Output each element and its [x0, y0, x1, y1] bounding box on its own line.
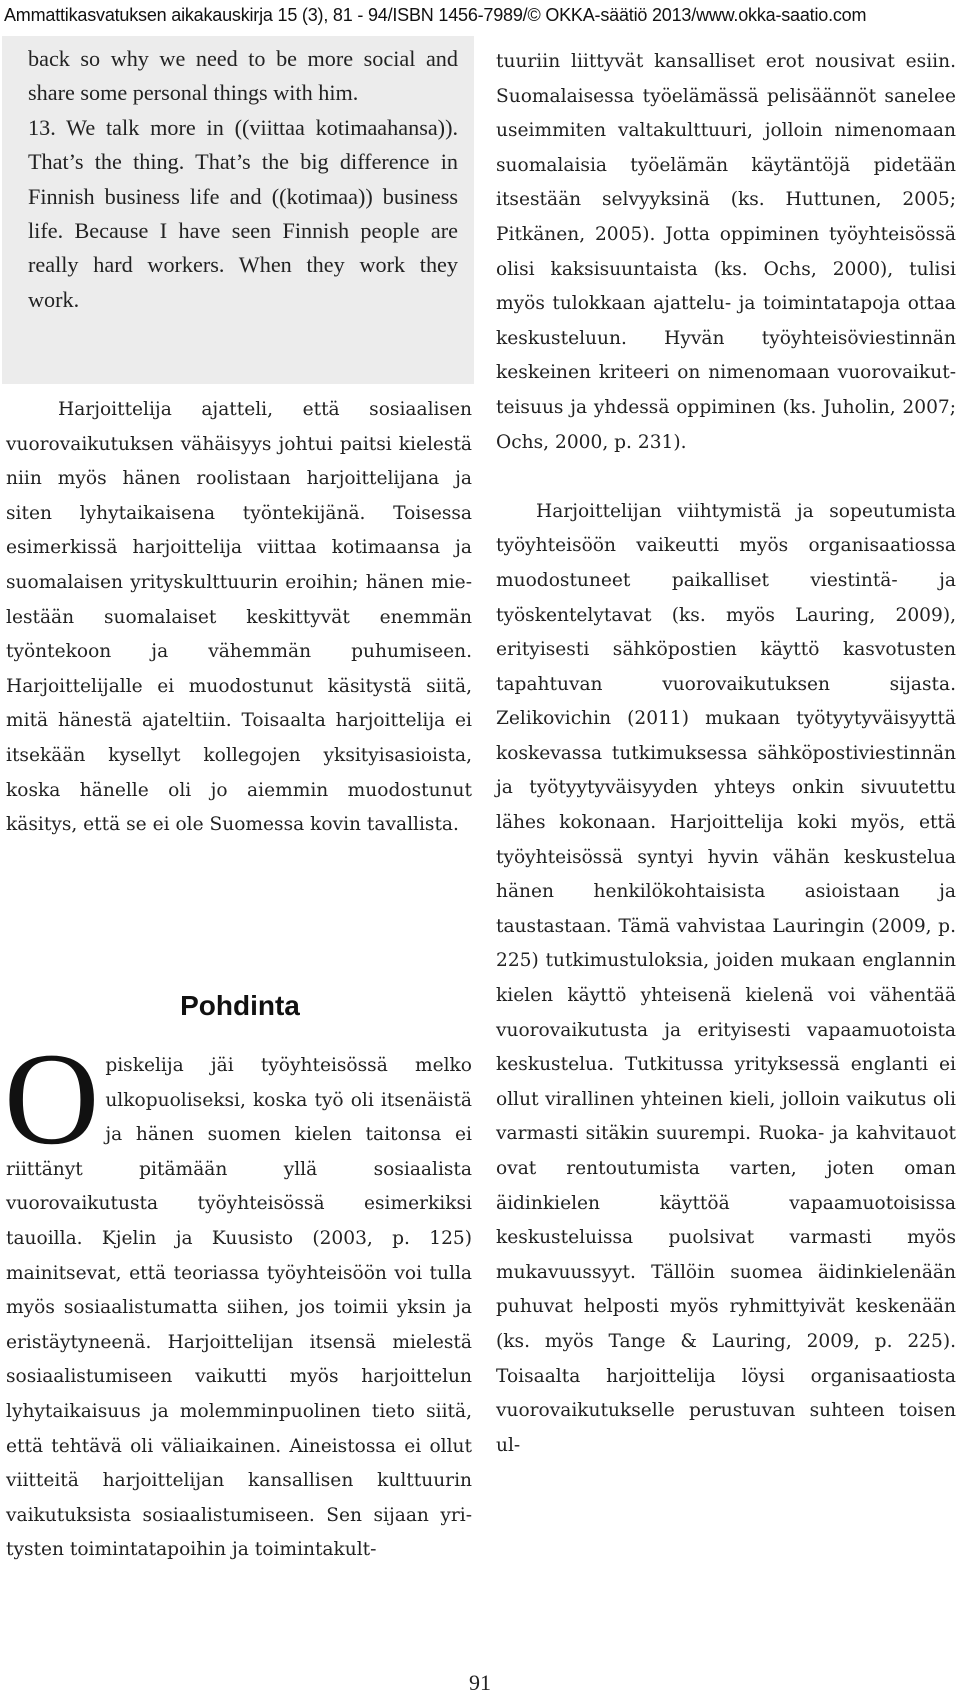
left-column-lower	[4, 1025, 472, 1568]
body-paragraph: tuuriin liittyvät kansalliset erot nousivat esiin. Suomalaisessa työelämässä pelisäännöt sanelee useimmiten valtakulttuuri, jolloin nimenomaan suomalaisia työelämän käytäntöjä pidetään itsestään selvyyksinä (ks. Huttunen, 2005; Pitkänen, 2005). Jotta oppiminen työyhteisössä olisi kaksisuuntaista (ks. Ochs, 2000), tulisi myös tulokkaan ajattelu- ja toimintatapoja ottaa keskusteluun. Hyvän työyhteisöviestinnän keskeinen kriteeri on nimenomaan vuorovaikutteisuus ja yhdessä oppiminen (ks. Juholin, 2007; Ochs, 2000, p. 231).	[496, 51, 956, 453]
left-column-upper	[6, 393, 472, 843]
body-paragraph-dropcap	[4, 1025, 472, 1568]
body-paragraph: Harjoittelijan viihtymistä ja sopeutumista työyhteisöön vaikeutti myös organisaatiossa muodostuneet paikalliset viestintä- ja työskentelytavat (ks. myös Lauring, 2009), erityisesti sähköpostien käyttö kasvotusten tapahtuvan vuorovaikutuksen sijasta. Zelikovichin (2011) mukaan työtyytyväisyyttä koskevassa tutkimuksessa sähköpostiviestinnän ja työtyytyväisyyden yhteys onkin sivuutettu lähes kokonaan. Harjoittelija koki myös, että työyhteisössä syntyi hyvin vähän keskustelua hänen henkilökohtaisista asioistaan ja taustastaan. Tämä vahvistaa Lauringin (2009, p. 225) tutkimustuloksia, joiden mukaan englannin kielen käyttö yhteisenä kielenä voi vähentää vuorovaikutusta ja erityisesti vapaamuotoista keskustelua. Tutkitussa yrityksessä englanti ei ollut virallinen yhteinen kieli, jolloin vaikutus oli varmasti sitäkin suurempi. Ruoka- ja kahvitauot ovat rentoutumista varten, joten oman äidinkielen käyttöä vapaamuotoisissa keskusteluissa puolsivat varmasti myös mukavuussyyt. Tällöin suomea äidinkielenään puhuvat helposti myös ryhmittyivät keskenään (ks. myös Tange & Lauring, 2009, p. 225). Toisaalta harjoittelija löysi organisaatiosta vuorovaikutukselle perustuvan suhteen toisen ul-	[496, 500, 956, 1456]
quote-paragraph: 13. We talk more in ((viittaa kotimaahansa)). That’s the thing. That’s the big difference in Finnish business life and ((kotimaa)) business life. Because I have seen Finnish people are really hard workers. When they work they work.	[28, 114, 458, 312]
right-column	[496, 45, 956, 1463]
page-number: 91	[469, 1670, 491, 1695]
body-paragraph: Harjoittelija ajatteli, että sosiaalisen vuorovaikutuksen vähäisyys johtui paitsi kielestä niin myös hänen roolistaan harjoittelijana ja siten lyhytaikaisena työntekijänä. Toisessa esimerkissä harjoittelija viittaa kotimaansa ja suomalaisen yrityskulttuurin eroihin; hänen mielestään suomalaiset keskittyvät enemmän työntekoon ja vähemmän puhumiseen. Harjoittelijalle ei muodostunut käsitystä siitä, mitä hänestä ajateltiin. Toisaalta harjoittelija ei itsekään kysellyt kollegojen yksityisasioista, koska hänelle oli jo aiemmin muodostunut käsitys, että se ei ole Suomessa kovin tavallista.	[6, 399, 472, 836]
journal-header: Ammattikasvatuksen aikakauskirja 15 (3), 81 - 94/ISBN 1456-7989/© OKKA-säätiö 2013/www.okka-saatio.com	[0, 0, 960, 30]
quote-paragraph: back so why we need to be more social and share some personal things with him.	[28, 46, 458, 106]
body-paragraph-text: piskelija jäi työyhteisössä melko ulkopuoliseksi, koska työ oli itsenäistä ja hänen suomen kielen taitonsa ei riittänyt pitämään yllä sosiaalista vuorovaikutusta työyhteisössä esimerkiksi tauoilla. Kjelin ja Kuusisto (2003, p. 125) mainitsevat, että teoriassa työyhteisöön voi tulla myös sosiaalistumatta siihen, jos toimii yksin ja eristäytyneenä. Harjoittelijan itsensä mielestä sosiaalistumiseen vaikutti myös harjoittelun lyhytaikaisuus ja molemminpuolinen tieto siitä, että tehtävä oli väliaikainen. Aineistossa ei ollut viitteitä harjoittelijan kansallisen kulttuurin vaikutuksista sosiaalistumiseen. Sen sijaan yritysten toimintatapoihin ja toimintakult-	[6, 1055, 472, 1561]
drop-cap-letter: O	[4, 1025, 100, 1172]
section-heading: Pohdinta	[180, 990, 300, 1021]
interview-quote	[28, 42, 458, 317]
